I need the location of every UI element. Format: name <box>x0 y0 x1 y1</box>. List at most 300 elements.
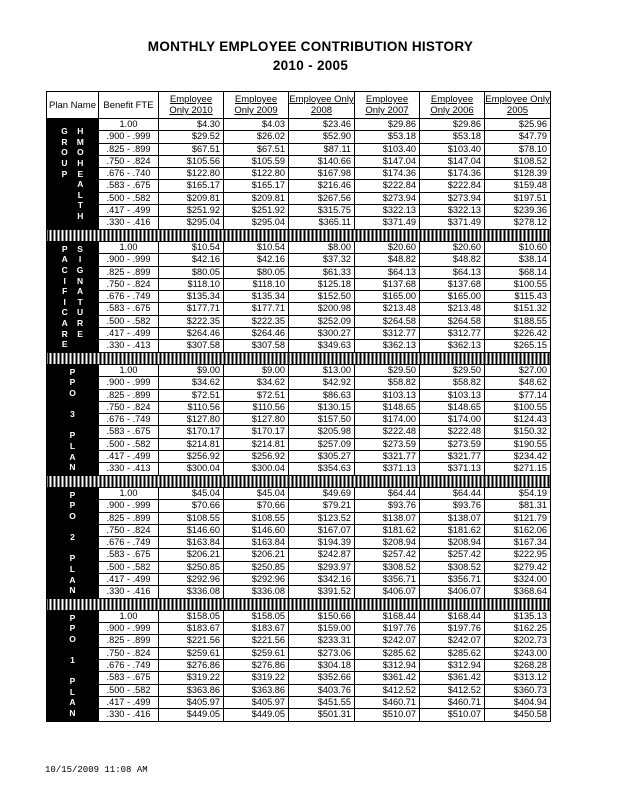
contribution-cell: $105.56 <box>159 155 224 167</box>
table-row <box>47 524 551 536</box>
contribution-cell: $361.42 <box>420 672 485 684</box>
contribution-cell: $251.92 <box>159 205 224 217</box>
contribution-cell: $404.94 <box>485 696 551 708</box>
contribution-cell: $371.49 <box>355 217 420 229</box>
benefit-fte-cell: .825 - .899 <box>99 143 159 155</box>
contribution-cell: $300.27 <box>289 328 355 340</box>
benefit-fte-cell: .417 - .499 <box>99 205 159 217</box>
benefit-fte-cell: .676 - .749 <box>99 537 159 549</box>
contribution-cell: $222.35 <box>224 315 289 327</box>
table-row <box>47 192 551 204</box>
contribution-cell: $146.60 <box>159 524 224 536</box>
contribution-cell: $273.59 <box>420 438 485 450</box>
table-row <box>47 291 551 303</box>
benefit-fte-cell: .330 - .416 <box>99 709 159 721</box>
contribution-cell: $312.94 <box>355 660 420 672</box>
contribution-cell: $29.50 <box>355 364 420 376</box>
contribution-cell: $321.77 <box>355 451 420 463</box>
benefit-fte-cell: .330 - .416 <box>99 586 159 598</box>
table-row <box>47 660 551 672</box>
contribution-cell: $307.58 <box>159 340 224 352</box>
benefit-fte-cell: .583 - .675 <box>99 303 159 315</box>
contribution-cell: $208.94 <box>420 537 485 549</box>
separator-bar <box>47 475 551 487</box>
separator-bar <box>47 598 551 610</box>
contribution-cell: $162.25 <box>485 623 551 635</box>
table-row <box>47 586 551 598</box>
contribution-cell: $510.07 <box>420 709 485 721</box>
contribution-cell: $138.07 <box>420 512 485 524</box>
contribution-cell: $78.10 <box>485 143 551 155</box>
contribution-cell: $64.44 <box>355 487 420 499</box>
contribution-cell: $147.04 <box>420 155 485 167</box>
contribution-cell: $251.92 <box>224 205 289 217</box>
table-row <box>47 180 551 192</box>
table-row <box>47 205 551 217</box>
contribution-cell: $273.94 <box>355 192 420 204</box>
contribution-cell: $47.79 <box>485 131 551 143</box>
contribution-cell: $352.66 <box>289 672 355 684</box>
table-row <box>47 328 551 340</box>
contribution-cell: $206.21 <box>159 549 224 561</box>
contribution-cell: $103.40 <box>420 143 485 155</box>
table-row <box>47 709 551 721</box>
contribution-cell: $174.36 <box>355 168 420 180</box>
contribution-cell: $137.68 <box>355 278 420 290</box>
table-row <box>47 426 551 438</box>
table-row <box>47 303 551 315</box>
contribution-cell: $200.98 <box>289 303 355 315</box>
contribution-cell: $273.06 <box>289 647 355 659</box>
contribution-cell: $53.18 <box>355 131 420 143</box>
benefit-fte-cell: .500 - .582 <box>99 438 159 450</box>
contribution-cell: $336.08 <box>159 586 224 598</box>
contribution-cell: $273.59 <box>355 438 420 450</box>
contribution-cell: $158.05 <box>159 610 224 622</box>
contribution-cell: $183.67 <box>159 623 224 635</box>
contribution-cell: $371.13 <box>355 463 420 475</box>
contribution-cell: $265.15 <box>485 340 551 352</box>
contribution-cell: $137.68 <box>420 278 485 290</box>
contribution-cell: $208.94 <box>355 537 420 549</box>
benefit-fte-cell: 1.00 <box>99 487 159 499</box>
contribution-cell: $54.19 <box>485 487 551 499</box>
benefit-fte-cell: .417 - .499 <box>99 328 159 340</box>
table-row <box>47 278 551 290</box>
contribution-cell: $256.92 <box>159 451 224 463</box>
table-row <box>47 414 551 426</box>
contribution-cell: $336.08 <box>224 586 289 598</box>
table-row <box>47 119 551 131</box>
table-row <box>47 672 551 684</box>
contribution-cell: $405.97 <box>159 696 224 708</box>
contribution-cell: $363.86 <box>159 684 224 696</box>
table-row <box>47 241 551 253</box>
plan-name-label: P A C I F I C A R E S I G N A T U R E <box>47 241 99 352</box>
contribution-cell: $146.60 <box>224 524 289 536</box>
contribution-cell: $300.04 <box>159 463 224 475</box>
table-row <box>47 610 551 622</box>
page-subtitle: 2010 - 2005 <box>272 58 349 73</box>
contribution-cell: $103.13 <box>420 389 485 401</box>
contribution-cell: $100.55 <box>485 401 551 413</box>
contribution-cell: $170.17 <box>159 426 224 438</box>
table-row <box>47 561 551 573</box>
contribution-cell: $371.49 <box>420 217 485 229</box>
contribution-cell: $190.55 <box>485 438 551 450</box>
plan-name-label: P P O 3 P L A N <box>47 364 99 475</box>
contribution-cell: $29.50 <box>420 364 485 376</box>
contribution-cell: $68.14 <box>485 266 551 278</box>
contribution-cell: $29.86 <box>355 119 420 131</box>
contribution-cell: $9.00 <box>159 364 224 376</box>
contribution-cell: $363.86 <box>224 684 289 696</box>
contribution-cell: $354.63 <box>289 463 355 475</box>
contribution-table <box>46 91 551 722</box>
contribution-cell: $250.85 <box>159 561 224 573</box>
contribution-cell: $72.51 <box>224 389 289 401</box>
contribution-cell: $53.18 <box>420 131 485 143</box>
table-row <box>47 155 551 167</box>
table-row <box>47 573 551 585</box>
contribution-cell: $48.62 <box>485 377 551 389</box>
benefit-fte-cell: .330 - .413 <box>99 340 159 352</box>
contribution-cell: $29.86 <box>420 119 485 131</box>
contribution-cell: $150.32 <box>485 426 551 438</box>
table-row <box>47 623 551 635</box>
benefit-fte-cell: .750 - .824 <box>99 524 159 536</box>
plan-name-label: G R O U P H M O H E A L T H <box>47 119 99 230</box>
table-body <box>47 119 551 722</box>
contribution-cell: $4.03 <box>224 119 289 131</box>
contribution-cell: $222.48 <box>355 426 420 438</box>
benefit-fte-cell: .583 - .675 <box>99 549 159 561</box>
contribution-cell: $168.44 <box>420 610 485 622</box>
table-row <box>47 266 551 278</box>
contribution-cell: $168.44 <box>355 610 420 622</box>
contribution-cell: $159.00 <box>289 623 355 635</box>
contribution-cell: $321.77 <box>420 451 485 463</box>
contribution-cell: $264.46 <box>224 328 289 340</box>
benefit-fte-cell: .900 - .999 <box>99 131 159 143</box>
contribution-cell: $70.66 <box>159 500 224 512</box>
contribution-cell: $81.31 <box>485 500 551 512</box>
benefit-fte-cell: .750 - .824 <box>99 401 159 413</box>
benefit-fte-cell: .900 - .999 <box>99 623 159 635</box>
contribution-cell: $9.00 <box>224 364 289 376</box>
contribution-cell: $34.62 <box>224 377 289 389</box>
benefit-fte-cell: 1.00 <box>99 241 159 253</box>
contribution-cell: $242.87 <box>289 549 355 561</box>
contribution-cell: $322.13 <box>420 205 485 217</box>
contribution-cell: $42.16 <box>224 254 289 266</box>
contribution-cell: $174.00 <box>420 414 485 426</box>
contribution-cell: $213.48 <box>355 303 420 315</box>
contribution-cell: $222.84 <box>355 180 420 192</box>
contribution-cell: $319.22 <box>224 672 289 684</box>
benefit-fte-cell: .500 - .582 <box>99 561 159 573</box>
contribution-cell: $264.58 <box>420 315 485 327</box>
table-row <box>47 340 551 352</box>
contribution-cell: $412.52 <box>420 684 485 696</box>
col-header-2009: Employee Only 2009 <box>224 92 289 119</box>
contribution-cell: $27.00 <box>485 364 551 376</box>
contribution-cell: $285.62 <box>355 647 420 659</box>
contribution-cell: $124.43 <box>485 414 551 426</box>
contribution-cell: $45.04 <box>224 487 289 499</box>
contribution-cell: $138.07 <box>355 512 420 524</box>
contribution-cell: $152.50 <box>289 291 355 303</box>
contribution-cell: $108.55 <box>159 512 224 524</box>
benefit-fte-cell: .676 - .749 <box>99 414 159 426</box>
contribution-cell: $58.82 <box>355 377 420 389</box>
contribution-cell: $163.84 <box>159 537 224 549</box>
contribution-cell: $151.32 <box>485 303 551 315</box>
contribution-cell: $127.80 <box>159 414 224 426</box>
contribution-cell: $391.52 <box>289 586 355 598</box>
table-row <box>47 684 551 696</box>
contribution-cell: $64.44 <box>420 487 485 499</box>
contribution-cell: $163.84 <box>224 537 289 549</box>
contribution-cell: $259.61 <box>159 647 224 659</box>
benefit-fte-cell: .583 - .675 <box>99 426 159 438</box>
contribution-cell: $105.59 <box>224 155 289 167</box>
contribution-cell: $130.15 <box>289 401 355 413</box>
separator-bar <box>47 229 551 241</box>
contribution-cell: $312.77 <box>355 328 420 340</box>
contribution-cell: $148.65 <box>420 401 485 413</box>
contribution-cell: $77.14 <box>485 389 551 401</box>
benefit-fte-cell: .825 - .899 <box>99 266 159 278</box>
contribution-cell: $268.28 <box>485 660 551 672</box>
contribution-cell: $205.98 <box>289 426 355 438</box>
contribution-cell: $242.07 <box>355 635 420 647</box>
contribution-cell: $256.92 <box>224 451 289 463</box>
contribution-cell: $209.81 <box>159 192 224 204</box>
contribution-cell: $61.33 <box>289 266 355 278</box>
contribution-cell: $257.42 <box>420 549 485 561</box>
contribution-cell: $115.43 <box>485 291 551 303</box>
contribution-cell: $45.04 <box>159 487 224 499</box>
contribution-cell: $361.42 <box>355 672 420 684</box>
contribution-cell: $406.07 <box>420 586 485 598</box>
contribution-cell: $295.04 <box>159 217 224 229</box>
contribution-cell: $194.39 <box>289 537 355 549</box>
benefit-fte-cell: .417 - .499 <box>99 573 159 585</box>
contribution-cell: $264.58 <box>355 315 420 327</box>
contribution-cell: $93.76 <box>355 500 420 512</box>
table-row <box>47 143 551 155</box>
contribution-cell: $52.90 <box>289 131 355 143</box>
contribution-cell: $214.81 <box>159 438 224 450</box>
benefit-fte-cell: .900 - .999 <box>99 254 159 266</box>
contribution-cell: $167.07 <box>289 524 355 536</box>
contribution-cell: $214.81 <box>224 438 289 450</box>
contribution-cell: $118.10 <box>159 278 224 290</box>
benefit-fte-cell: .500 - .582 <box>99 192 159 204</box>
contribution-cell: $304.18 <box>289 660 355 672</box>
contribution-cell: $159.48 <box>485 180 551 192</box>
contribution-cell: $87.11 <box>289 143 355 155</box>
contribution-cell: $252.09 <box>289 315 355 327</box>
contribution-cell: $356.71 <box>355 573 420 585</box>
contribution-cell: $213.48 <box>420 303 485 315</box>
contribution-cell: $319.22 <box>159 672 224 684</box>
contribution-cell: $80.05 <box>159 266 224 278</box>
contribution-cell: $315.75 <box>289 205 355 217</box>
contribution-cell: $234.42 <box>485 451 551 463</box>
contribution-cell: $403.76 <box>289 684 355 696</box>
table-row <box>47 217 551 229</box>
benefit-fte-cell: 1.00 <box>99 610 159 622</box>
contribution-cell: $449.05 <box>159 709 224 721</box>
table-row <box>47 254 551 266</box>
contribution-cell: $285.62 <box>420 647 485 659</box>
benefit-fte-cell: .417 - .499 <box>99 451 159 463</box>
contribution-cell: $209.81 <box>224 192 289 204</box>
contribution-cell: $177.71 <box>159 303 224 315</box>
contribution-cell: $20.60 <box>420 241 485 253</box>
table-row <box>47 131 551 143</box>
contribution-cell: $162.06 <box>485 524 551 536</box>
contribution-cell: $177.71 <box>224 303 289 315</box>
benefit-fte-cell: .750 - .824 <box>99 278 159 290</box>
table-row <box>47 451 551 463</box>
benefit-fte-cell: .825 - .899 <box>99 635 159 647</box>
contribution-cell: $510.07 <box>355 709 420 721</box>
contribution-cell: $29.52 <box>159 131 224 143</box>
contribution-cell: $243.00 <box>485 647 551 659</box>
contribution-cell: $312.77 <box>420 328 485 340</box>
contribution-cell: $501.31 <box>289 709 355 721</box>
contribution-cell: $110.56 <box>159 401 224 413</box>
contribution-cell: $4.30 <box>159 119 224 131</box>
contribution-cell: $10.54 <box>224 241 289 253</box>
benefit-fte-cell: .417 - .499 <box>99 696 159 708</box>
contribution-cell: $460.71 <box>355 696 420 708</box>
contribution-cell: $140.66 <box>289 155 355 167</box>
table-row <box>47 168 551 180</box>
contribution-cell: $368.64 <box>485 586 551 598</box>
benefit-fte-cell: .825 - .899 <box>99 512 159 524</box>
contribution-cell: $67.51 <box>159 143 224 155</box>
contribution-cell: $8.00 <box>289 241 355 253</box>
contribution-cell: $222.35 <box>159 315 224 327</box>
contribution-cell: $226.42 <box>485 328 551 340</box>
table-row <box>47 487 551 499</box>
contribution-cell: $250.85 <box>224 561 289 573</box>
print-timestamp: 10/15/2009 11:08 AM <box>45 765 148 775</box>
table-row <box>47 500 551 512</box>
contribution-cell: $313.12 <box>485 672 551 684</box>
benefit-fte-cell: .583 - .675 <box>99 180 159 192</box>
table-row <box>47 512 551 524</box>
benefit-fte-cell: .500 - .582 <box>99 315 159 327</box>
contribution-cell: $147.04 <box>355 155 420 167</box>
contribution-cell: $165.00 <box>420 291 485 303</box>
benefit-fte-cell: .750 - .824 <box>99 155 159 167</box>
contribution-cell: $405.97 <box>224 696 289 708</box>
contribution-cell: $42.92 <box>289 377 355 389</box>
col-header-2010: Employee Only 2010 <box>159 92 224 119</box>
contribution-cell: $188.55 <box>485 315 551 327</box>
table-row <box>47 401 551 413</box>
contribution-cell: $72.51 <box>159 389 224 401</box>
table-row <box>47 315 551 327</box>
contribution-cell: $197.76 <box>355 623 420 635</box>
contribution-cell: $122.80 <box>159 168 224 180</box>
contribution-cell: $239.36 <box>485 205 551 217</box>
contribution-cell: $362.13 <box>355 340 420 352</box>
contribution-cell: $342.16 <box>289 573 355 585</box>
contribution-cell: $267.56 <box>289 192 355 204</box>
contribution-cell: $460.71 <box>420 696 485 708</box>
contribution-cell: $308.52 <box>420 561 485 573</box>
contribution-cell: $259.61 <box>224 647 289 659</box>
contribution-cell: $264.46 <box>159 328 224 340</box>
contribution-cell: $135.34 <box>224 291 289 303</box>
contribution-cell: $127.80 <box>224 414 289 426</box>
col-header-benefit-fte: Benefit FTE <box>99 92 159 119</box>
contribution-cell: $128.39 <box>485 168 551 180</box>
contribution-cell: $300.04 <box>224 463 289 475</box>
contribution-cell: $48.82 <box>420 254 485 266</box>
contribution-cell: $307.58 <box>224 340 289 352</box>
contribution-cell: $216.46 <box>289 180 355 192</box>
col-header-2005: Employee Only 2005 <box>485 92 551 119</box>
benefit-fte-cell: .676 - .749 <box>99 660 159 672</box>
benefit-fte-cell: .330 - .416 <box>99 217 159 229</box>
contribution-cell: $158.05 <box>224 610 289 622</box>
table-row <box>47 537 551 549</box>
contribution-cell: $26.02 <box>224 131 289 143</box>
contribution-cell: $100.55 <box>485 278 551 290</box>
contribution-cell: $70.66 <box>224 500 289 512</box>
contribution-cell: $80.05 <box>224 266 289 278</box>
contribution-cell: $412.52 <box>355 684 420 696</box>
benefit-fte-cell: .676 - .749 <box>99 291 159 303</box>
contribution-cell: $37.32 <box>289 254 355 266</box>
contribution-cell: $48.82 <box>355 254 420 266</box>
contribution-cell: $324.00 <box>485 573 551 585</box>
contribution-cell: $271.15 <box>485 463 551 475</box>
contribution-cell: $278.12 <box>485 217 551 229</box>
contribution-cell: $273.94 <box>420 192 485 204</box>
benefit-fte-cell: .676 - .740 <box>99 168 159 180</box>
contribution-cell: $103.40 <box>355 143 420 155</box>
contribution-cell: $157.50 <box>289 414 355 426</box>
contribution-cell: $110.56 <box>224 401 289 413</box>
contribution-cell: $108.52 <box>485 155 551 167</box>
benefit-fte-cell: .583 - .675 <box>99 672 159 684</box>
benefit-fte-cell: .900 - .999 <box>99 500 159 512</box>
table-row <box>47 647 551 659</box>
contribution-cell: $322.13 <box>355 205 420 217</box>
contribution-cell: $221.56 <box>224 635 289 647</box>
contribution-cell: $276.86 <box>159 660 224 672</box>
contribution-cell: $242.07 <box>420 635 485 647</box>
header-row <box>47 92 551 119</box>
contribution-cell: $279.42 <box>485 561 551 573</box>
contribution-cell: $365.11 <box>289 217 355 229</box>
benefit-fte-cell: 1.00 <box>99 119 159 131</box>
page-title: MONTHLY EMPLOYEE CONTRIBUTION HISTORY <box>147 39 474 54</box>
col-header-2006: Employee Only 2006 <box>420 92 485 119</box>
contribution-cell: $222.95 <box>485 549 551 561</box>
group-separator <box>47 229 551 241</box>
benefit-fte-cell: .750 - .824 <box>99 647 159 659</box>
contribution-cell: $10.60 <box>485 241 551 253</box>
